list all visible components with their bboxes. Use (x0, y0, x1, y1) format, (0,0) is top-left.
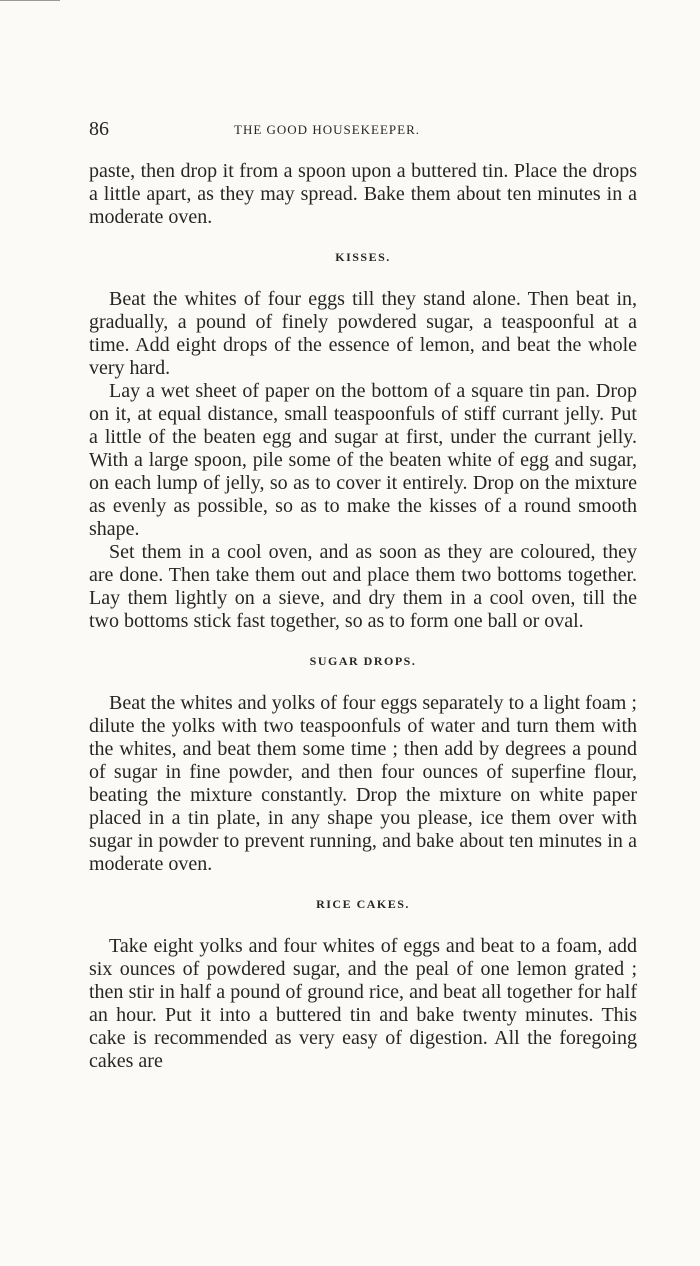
section-title-sugar-drops: SUGAR DROPS. (309, 654, 417, 668)
page-number: 86 (89, 118, 109, 140)
running-head: THE GOOD HOUSEKEEPER. (234, 122, 421, 137)
kisses-recipe (89, 246, 637, 633)
top-rule (0, 0, 60, 1)
recipe-paragraph: Set them in a cool oven, and as soon as they are coloured, they are done. Then take them out and place them two bottoms together. Lay them lightly on a sieve, and dry them in a cool oven, till the two bottoms stick fast together, so as to form one ball or oval. (89, 541, 637, 632)
section-title-rice-cakes: RICE CAKES. (316, 897, 410, 911)
recipe-paragraph: Beat the whites of four eggs till they stand alone. Then beat in, gradually, a pound of finely powdered sugar, a teaspoonful at a time. Add eight drops of the essence of lemon, and beat the whole very hard. (89, 288, 637, 379)
recipe-paragraph: Take eight yolks and four whites of eggs and beat to a foam, add six ounces of powdered sugar, and the peal of one lemon grated ; then stir in half a pound of ground rice, and beat all together for half an hour. Put it into a buttered tin and bake twenty minutes. This cake is recommended as very easy of digestion. All the foregoing cakes are (89, 935, 637, 1072)
recipe-paragraph: paste, then drop it from a spoon upon a buttered tin. Place the drops a little apart, as they may spread. Bake them about ten minutes in a moderate oven. (89, 160, 637, 228)
sugar-drops-recipe (89, 650, 637, 876)
section-title-kisses: KISSES. (335, 250, 391, 264)
recipe-paragraph: Beat the whites and yolks of four eggs separately to a light foam ; dilute the yolks with two teaspoonfuls of water and turn them with the whites, and beat them some time ; then add by degrees a pound of sugar in fine powder, and then four ounces of superfine flour, beating the mixture constantly. Drop the mixture on white paper placed in a tin plate, in any shape you please, ice them over with sugar in powder to prevent running, and bake about ten minutes in a moderate oven. (89, 692, 637, 875)
book-page (89, 118, 637, 1073)
continued-recipe (89, 160, 637, 229)
recipe-paragraph: Lay a wet sheet of paper on the bottom of a square tin pan. Drop on it, at equal distance, small teaspoonfuls of stiff currant jelly. Put a little of the beaten egg and sugar at first, under the currant jelly. With a large spoon, pile some of the beaten white of egg and sugar, on each lump of jelly, so as to cover it entirely. Drop on the mixture as evenly as possible, so as to make the kisses of a round smooth shape. (89, 380, 637, 540)
rice-cakes-recipe (89, 893, 637, 1073)
page-header (89, 118, 637, 148)
